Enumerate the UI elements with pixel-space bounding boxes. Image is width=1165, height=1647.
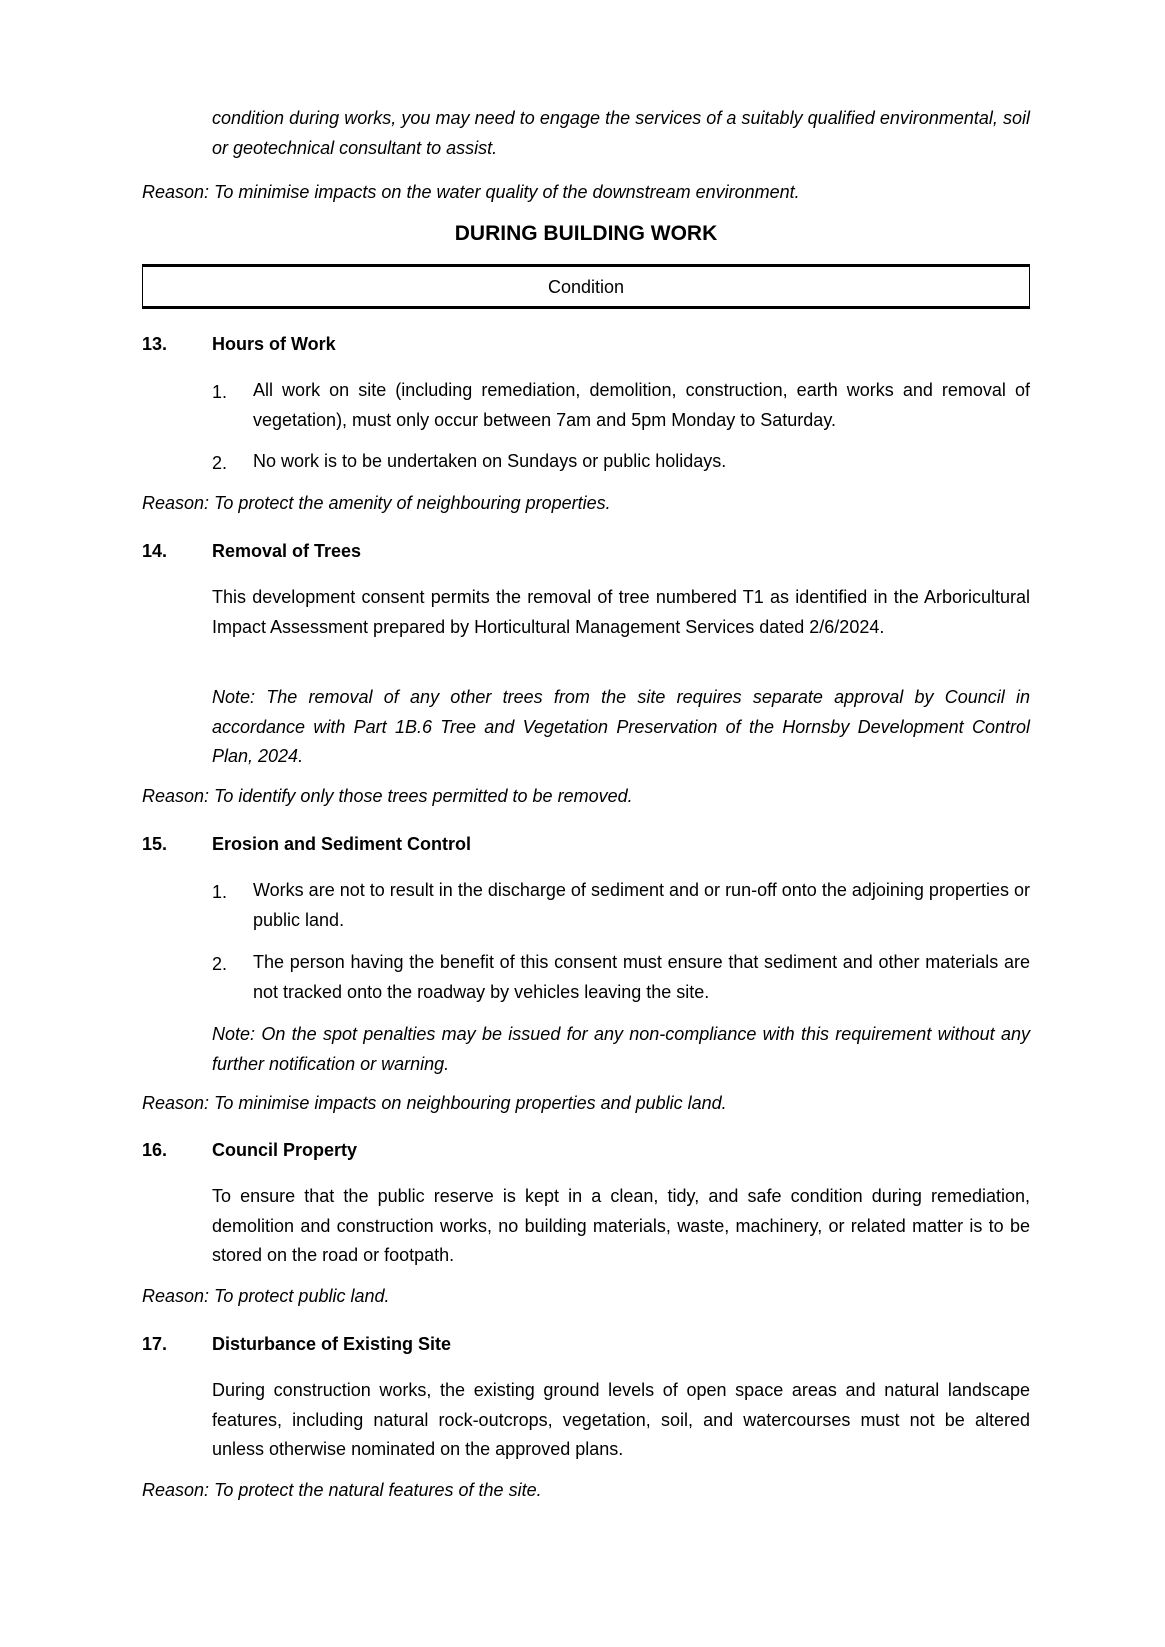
condition-header-label: Condition — [547, 277, 625, 297]
condition-body: To ensure that the public reserve is kept in a clean, tidy, and safe condition during remediation, demolition and construction works, no building materials, waste, machinery, or related matter is to be stored on the road or footpath. — [212, 1186, 1030, 1265]
list-item-number: 2. — [212, 453, 228, 473]
condition-number: 15. — [142, 834, 168, 854]
condition-reason: Reason: To identify only those trees permitted to be removed. — [142, 786, 633, 806]
list-item-text: All work on site (including remediation, demolition, construction, earth works and removal of vegetation), must only occur between 7am and 5pm Monday to Saturday. — [253, 380, 1030, 430]
condition-number: 13. — [142, 334, 168, 354]
list-item-number: 2. — [212, 954, 228, 974]
condition-title: Erosion and Sediment Control — [212, 834, 472, 854]
condition-reason: Reason: To protect public land. — [142, 1286, 390, 1306]
list-item-number: 1. — [212, 882, 228, 902]
condition-table-header — [142, 264, 1030, 309]
condition-note: Note: The removal of any other trees from the site requires separate approval by Council in accordance with Part 1B.6 Tree and Vegetation Preservation of the Hornsby Development Control Plan, 2024. — [212, 687, 1030, 766]
condition-number: 16. — [142, 1140, 168, 1160]
condition-number: 14. — [142, 541, 168, 561]
list-item-number: 1. — [212, 382, 228, 402]
condition-body: During construction works, the existing ground levels of open space areas and natural landscape features, including natural rock-outcrops, vegetation, soil, and watercourses must not be altered unless otherwise nominated on the approved plans. — [212, 1380, 1030, 1459]
condition-title: Council Property — [212, 1140, 358, 1160]
condition-title: Hours of Work — [212, 334, 336, 354]
continuation-note: condition during works, you may need to engage the services of a suitably qualified environmental, soil or geotechnical consultant to assist. — [212, 108, 1030, 158]
list-item-text: Works are not to result in the discharge of sediment and or run-off onto the adjoining properties or public land. — [253, 880, 1030, 930]
condition-title: Removal of Trees — [212, 541, 362, 561]
condition-reason: Reason: To protect the amenity of neighbouring properties. — [142, 493, 611, 513]
list-item-text: The person having the benefit of this consent must ensure that sediment and other materials are not tracked onto the roadway by vehicles leaving the site. — [253, 952, 1030, 1002]
condition-number: 17. — [142, 1334, 168, 1354]
condition-title: Disturbance of Existing Site — [212, 1334, 452, 1354]
condition-reason: Reason: To minimise impacts on neighbouring properties and public land. — [142, 1093, 727, 1113]
list-item-text: No work is to be undertaken on Sundays or public holidays. — [253, 451, 727, 471]
condition-body: This development consent permits the removal of tree numbered T1 as identified in the Arboricultural Impact Assessment prepared by Horticultural Management Services dated 2/6/2024. — [212, 587, 1030, 637]
section-title: DURING BUILDING WORK — [454, 222, 718, 245]
condition-note: Note: On the spot penalties may be issued for any non-compliance with this requirement without any further notification or warning. — [212, 1024, 1030, 1074]
continuation-reason: Reason: To minimise impacts on the water quality of the downstream environment. — [142, 182, 800, 202]
condition-reason: Reason: To protect the natural features of the site. — [142, 1480, 542, 1500]
